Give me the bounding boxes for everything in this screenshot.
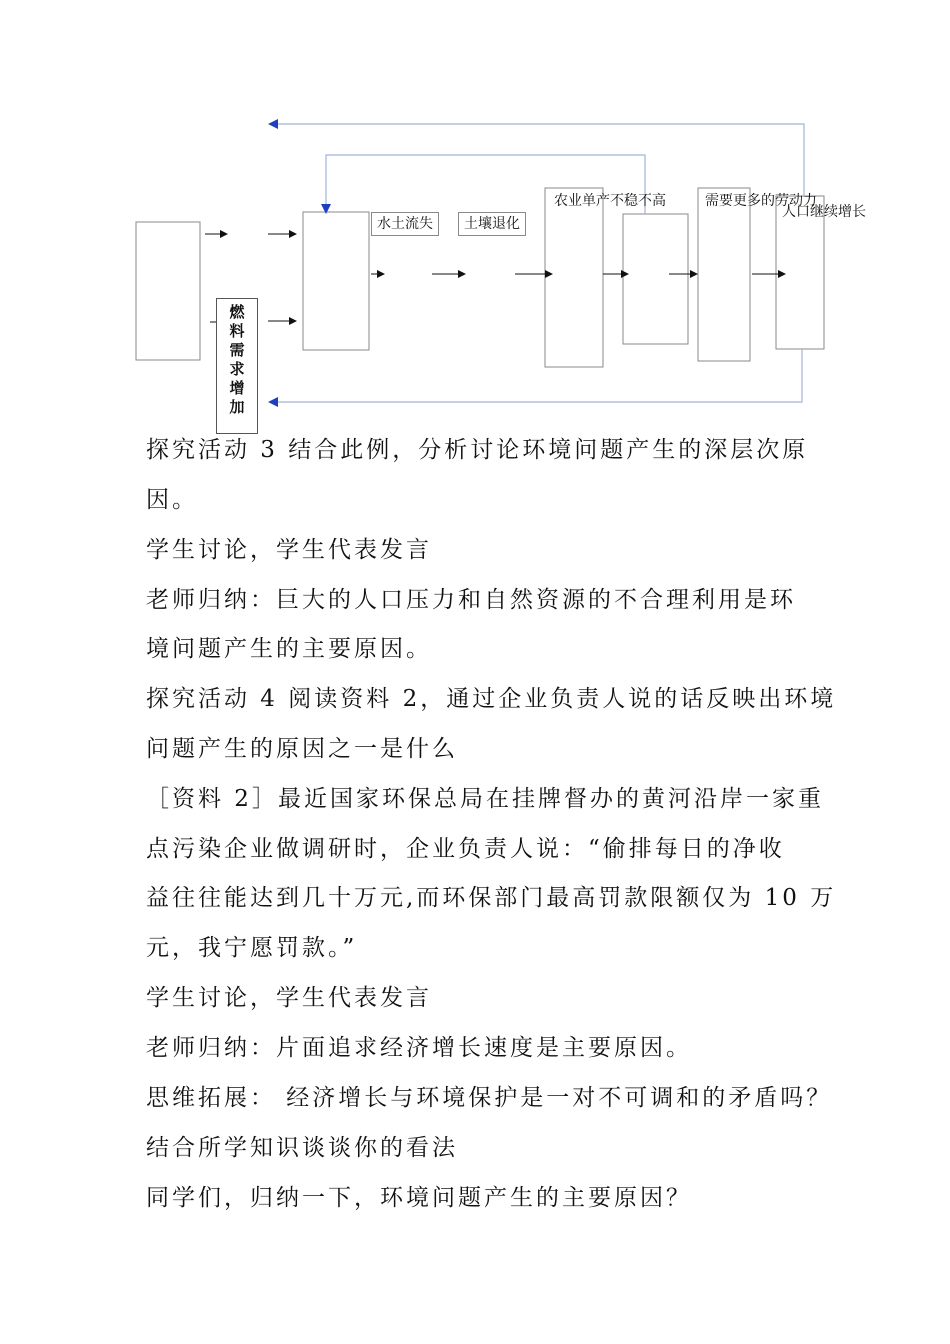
box-start xyxy=(136,222,200,360)
label-population-growth: 人口继续增长 xyxy=(782,204,866,220)
paragraph-line: 老师归纳：巨大的人口压力和自然资源的不合理利用是环 xyxy=(146,587,796,613)
paragraph-line: 结合所学知识谈谈你的看法 xyxy=(146,1135,458,1161)
paragraph-line: 因。 xyxy=(146,487,198,513)
paragraph-line: 学生讨论，学生代表发言 xyxy=(146,985,432,1011)
paragraph-line: 益往往能达到几十万元,而环保部门最高罚款限额仅为 10 万 xyxy=(146,885,837,911)
label-farm-yield: 农业单产不稳不高 xyxy=(554,193,666,209)
feedback-lines xyxy=(270,124,804,402)
box-farm-yield xyxy=(545,188,603,367)
box-a xyxy=(623,214,688,344)
feedback-arrowheads xyxy=(268,119,331,407)
fuel-char: 料 xyxy=(229,322,245,340)
paragraph-line: 老师归纳：片面追求经济增长速度是主要原因。 xyxy=(146,1035,692,1061)
paragraph-line: 思维拓展： 经济增长与环境保护是一对不可调和的矛盾吗？ xyxy=(146,1085,833,1111)
paragraph-line: 元，我宁愿罚款。” xyxy=(146,935,358,961)
label-more-labor: 需要更多的劳动力 xyxy=(705,193,817,209)
paragraph-line: ［资料 2］最近国家环保总局在挂牌督办的黄河沿岸一家重 xyxy=(146,786,824,812)
fuel-char: 燃 xyxy=(229,303,245,321)
flow-diagram xyxy=(0,0,950,440)
fuel-char: 增 xyxy=(229,379,245,397)
paragraph-line: 问题产生的原因之一是什么 xyxy=(146,736,458,762)
fuel-char: 求 xyxy=(229,360,245,378)
paragraph-line: 境问题产生的主要原因。 xyxy=(146,636,432,662)
fuel-char: 需 xyxy=(229,341,245,359)
box-more-labor xyxy=(698,188,750,361)
paragraph-line: 探究活动 4 阅读资料 2，通过企业负责人说的话反映出环境 xyxy=(146,686,837,712)
label-soil-degradation: 土壤退化 xyxy=(458,212,526,236)
paragraph-line: 点污染企业做调研时，企业负责人说：“偷排每日的净收 xyxy=(146,836,785,862)
label-soil-erosion: 水土流失 xyxy=(371,212,439,236)
paragraph-line: 探究活动 3 结合此例，分析讨论环境问题产生的深层次原 xyxy=(146,437,809,463)
paragraph-line: 学生讨论，学生代表发言 xyxy=(146,537,432,563)
label-fuel-demand xyxy=(216,298,258,434)
paragraph-line: 同学们，归纳一下，环境问题产生的主要原因？ xyxy=(146,1185,692,1211)
fuel-char: 加 xyxy=(229,398,245,416)
box-mid xyxy=(303,212,369,350)
